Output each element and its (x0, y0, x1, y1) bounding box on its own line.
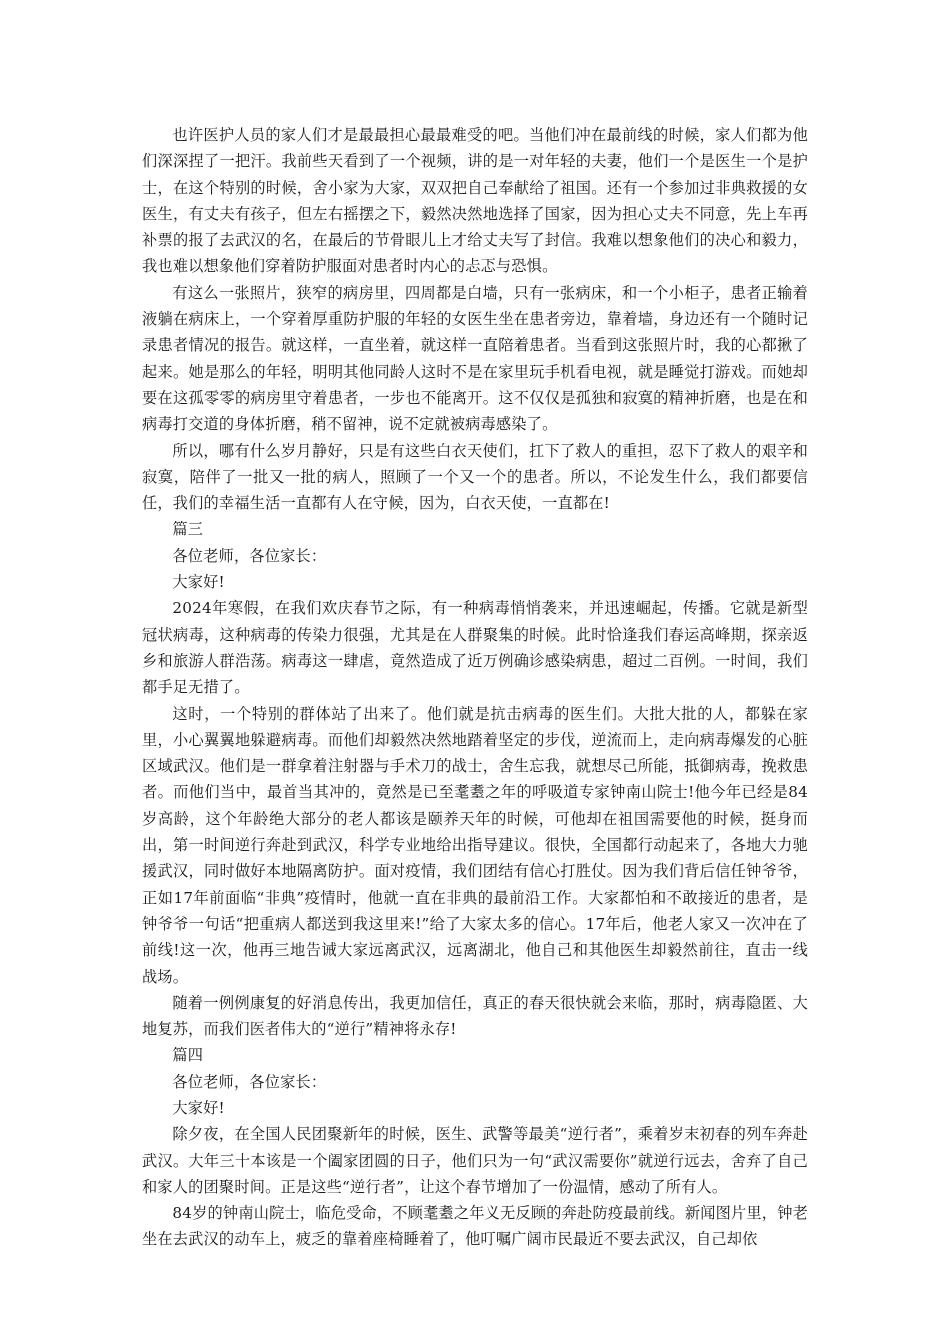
salutation: 各位老师，各位家长： (172, 1072, 327, 1091)
paragraph-8: 84岁的钟南山院士，临危受命，不顾耄耋之年义无反顾的奔赴防疫最前线。新闻图片里，钟老坐在去武汉的动车上，疲乏的靠着座椅睡着了，他叮嘱广阔市民最近不要去武汉，自己却依 (142, 1204, 808, 1249)
section-heading-4: 篇四 (172, 1046, 204, 1065)
paragraph-6: 随着一例例康复的好消息传出，我更加信任，真正的春天很快就会来临，那时，病毒隐匿、大地复苏，而我们医者伟大的“逆行”精神将永存! (142, 993, 808, 1039)
document-body (142, 122, 808, 1253)
paragraph-4: 2024年寒假，在我们欢庆春节之际，有一种病毒悄悄袭来，并迅速崛起，传播。它就是新型冠状病毒，这种病毒的传染力很强，尤其是在人群聚集的时候。此时恰逢我们春运高峰期，探亲返乡和旅游人群浩荡。病毒这一肆虐，竟然造成了近万例确诊感染病患，超过二百例。一时间，我们都手足无措了。 (142, 599, 808, 697)
paragraph-1: 也许医护人员的家人们才是最最担心最最难受的吧。当他们冲在最前线的时候，家人们都为他们深深捏了一把汗。我前些天看到了一个视频，讲的是一对年轻的夫妻，他们一个是医生一个是护士，在这个特别的时候，舍小家为大家，双双把自己奉献给了祖国。还有一个参加过非典救援的女医生，有丈夫有孩子，但左右摇摆之下，毅然决然地选择了国家，因为担心丈夫不同意，先上车再补票的报了去武汉的名，在最后的节骨眼儿上才给丈夫写了封信。我难以想象他们的决心和毅力，我也难以想象他们穿着防护服面对患者时内心的忐忑与恐惧。 (142, 126, 808, 276)
greeting: 大家好! (172, 573, 225, 592)
greeting: 大家好! (172, 1098, 225, 1117)
salutation: 各位老师，各位家长： (172, 546, 327, 565)
paragraph-7: 除夕夜，在全国人民团聚新年的时候，医生、武警等最美“逆行者”，乘着岁末初春的列车奔赴武汉。大年三十本该是一个阖家团圆的日子，他们只为一句“武汉需要你”就逆行远去，舍弃了自己和家人的团聚时间。正是这些“逆行者”，让这个春节增加了一份温情，感动了所有人。 (142, 1125, 808, 1196)
paragraph-2: 有这么一张照片，狭窄的病房里，四周都是白墙，只有一张病床，和一个小柜子，患者正输着液躺在病床上，一个穿着厚重防护服的年轻的女医生坐在患者旁边，靠着墙，身边还有一个随时记录患者情况的报告。就这样，一直坐着，就这样一直陪着患者。当看到这张照片时，我的心都揪了起来。她是那么的年轻，明明其他同龄人这时不是在家里玩手机看电视，就是睡觉打游戏。而她却要在这孤零零的病房里守着患者，一步也不能离开。这不仅仅是孤独和寂寞的精神折磨，也是在和病毒打交道的身体折磨，稍不留神，说不定就被病毒感染了。 (142, 283, 808, 434)
paragraph-5: 这时，一个特别的群体站了出来了。他们就是抗击病毒的医生们。大批大批的人，都躲在家里，小心翼翼地躲避病毒。而他们却毅然决然地踏着坚定的步伐，逆流而上，走向病毒爆发的心脏区域武汉。他们是一群拿着注射器与手术刀的战士，舍生忘我，就想尽己所能，抵御病毒，挽救患者。而他们当中，最首当其冲的，竟然是已至耄耋之年的呼吸道专家钟南山院士!他今年已经是84岁高龄，这个年龄绝大部分的老人都该是颐养天年的时候，可他却在祖国需要他的时候，挺身而出，第一时间逆行奔赴到武汉，科学专业地给出指导建议。很快，全国都行动起来了，各地大力驰援武汉，同时做好本地隔离防护。面对疫情，我们团结有信心打胜仗。因为我们背后信任钟爷爷，正如17年前面临“非典”疫情时，他就一直在非典的最前沿工作。大家都怕和不敢接近的患者，是钟爷爷一句话“把重病人都送到我这里来!”给了大家太多的信心。17年后，他老人家又一次冲在了前线!这一次，他再三地告诫大家远离武汉，远离湖北，他自己和其他医生却毅然前往，直击一线战场。 (142, 704, 808, 986)
section-heading-3: 篇三 (172, 520, 204, 539)
paragraph-3: 所以，哪有什么岁月静好，只是有这些白衣天使们，扛下了救人的重担，忍下了救人的艰辛和寂寞，陪伴了一批又一批的病人，照顾了一个又一个的患者。所以，不论发生什么，我们都要信任，我们的幸福生活一直都有人在守候，因为，白衣天使，一直都在! (142, 441, 808, 513)
